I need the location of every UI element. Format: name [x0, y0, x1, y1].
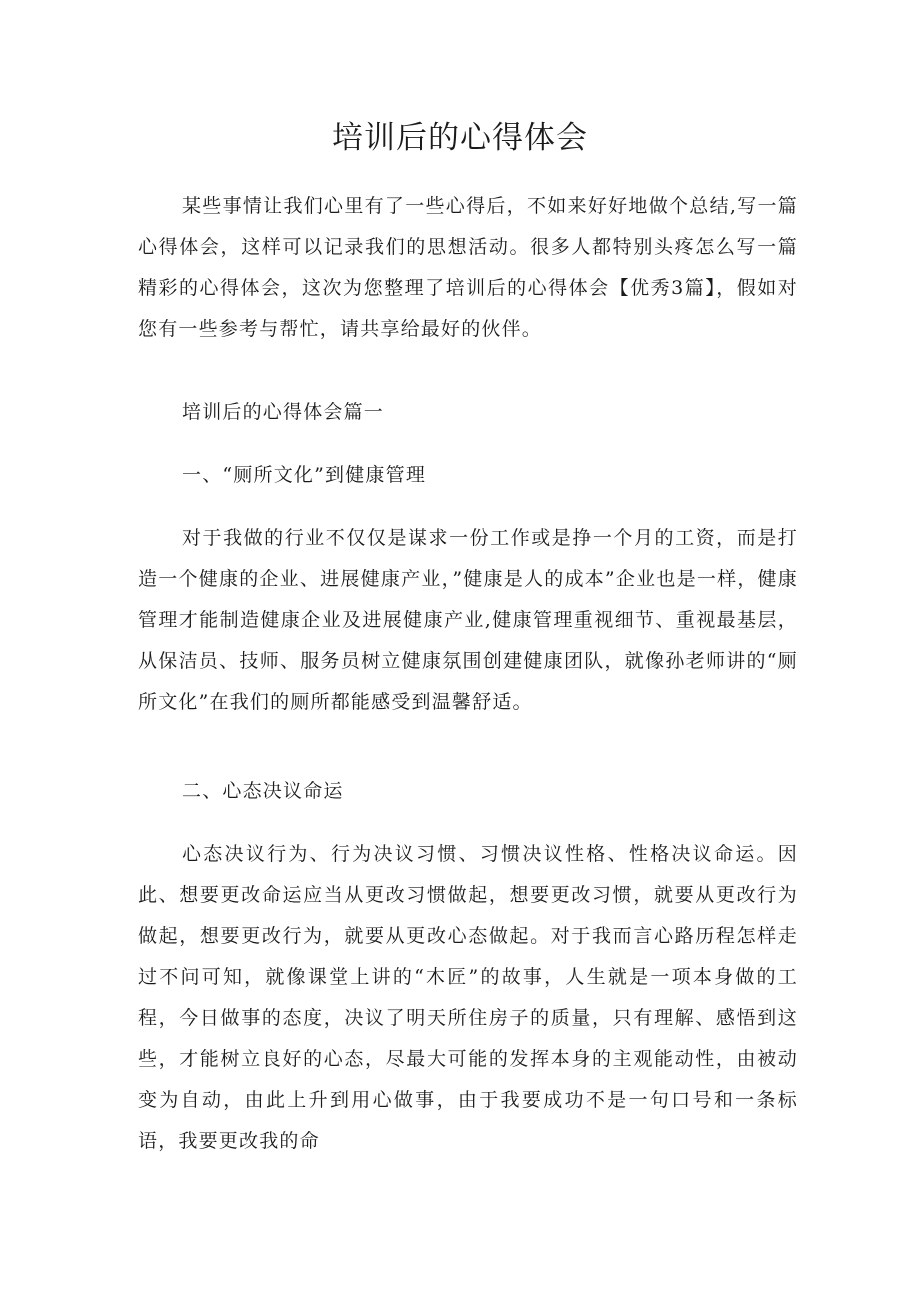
paragraph-two: 心态决议行为、行为决议习惯、习惯决议性格、性格决议命运。因此、想要更改命运应当从更改习惯做起，想要更改习惯，就要从更改行为做起，想要更改行为，就要从更改心态做起。对于我而言心路历程怎样走过不问可知，就像课堂上讲的“木匠”的故事，人生就是一项本身做的工程，今日做事的态度，决议了明天所住房子的质量，只有理解、感悟到这些，才能树立良好的心态，尽最大可能的发挥本身的主观能动性，由被动变为自动，由此上升到用心做事，由于我要成功不是一句口号和一条标语，我要更改我的命	[138, 843, 798, 1152]
heading-two: 二、心态决议命运	[182, 780, 344, 802]
section-title: 培训后的心得体会篇一	[182, 401, 385, 423]
heading-one: 一、“厕所文化”到健康管理	[182, 464, 427, 486]
paragraph-one: 对于我做的行业不仅仅是谋求一份工作或是挣一个月的工资，而是打造一个健康的企业、进展健康产业，”健康是人的成本”企业也是一样，健康管理才能制造健康企业及进展健康产业,健康管理重视细节、重视最基层，从保洁员、技师、服务员树立健康氛围创建健康团队，就像孙老师讲的“厕所文化”在我们的厕所都能感受到温馨舒适。	[138, 527, 798, 713]
intro-paragraph: 某些事情让我们心里有了一些心得后，不如来好好地做个总结,写一篇心得体会，这样可以记录我们的思想活动。很多人都特别头疼怎么写一篇精彩的心得体会，这次为您整理了培训后的心得体会【优秀3篇】，假如对您有一些参考与帮忙，请共享给最好的伙伴。	[138, 195, 798, 340]
document-title: 培训后的心得体会	[332, 120, 588, 156]
